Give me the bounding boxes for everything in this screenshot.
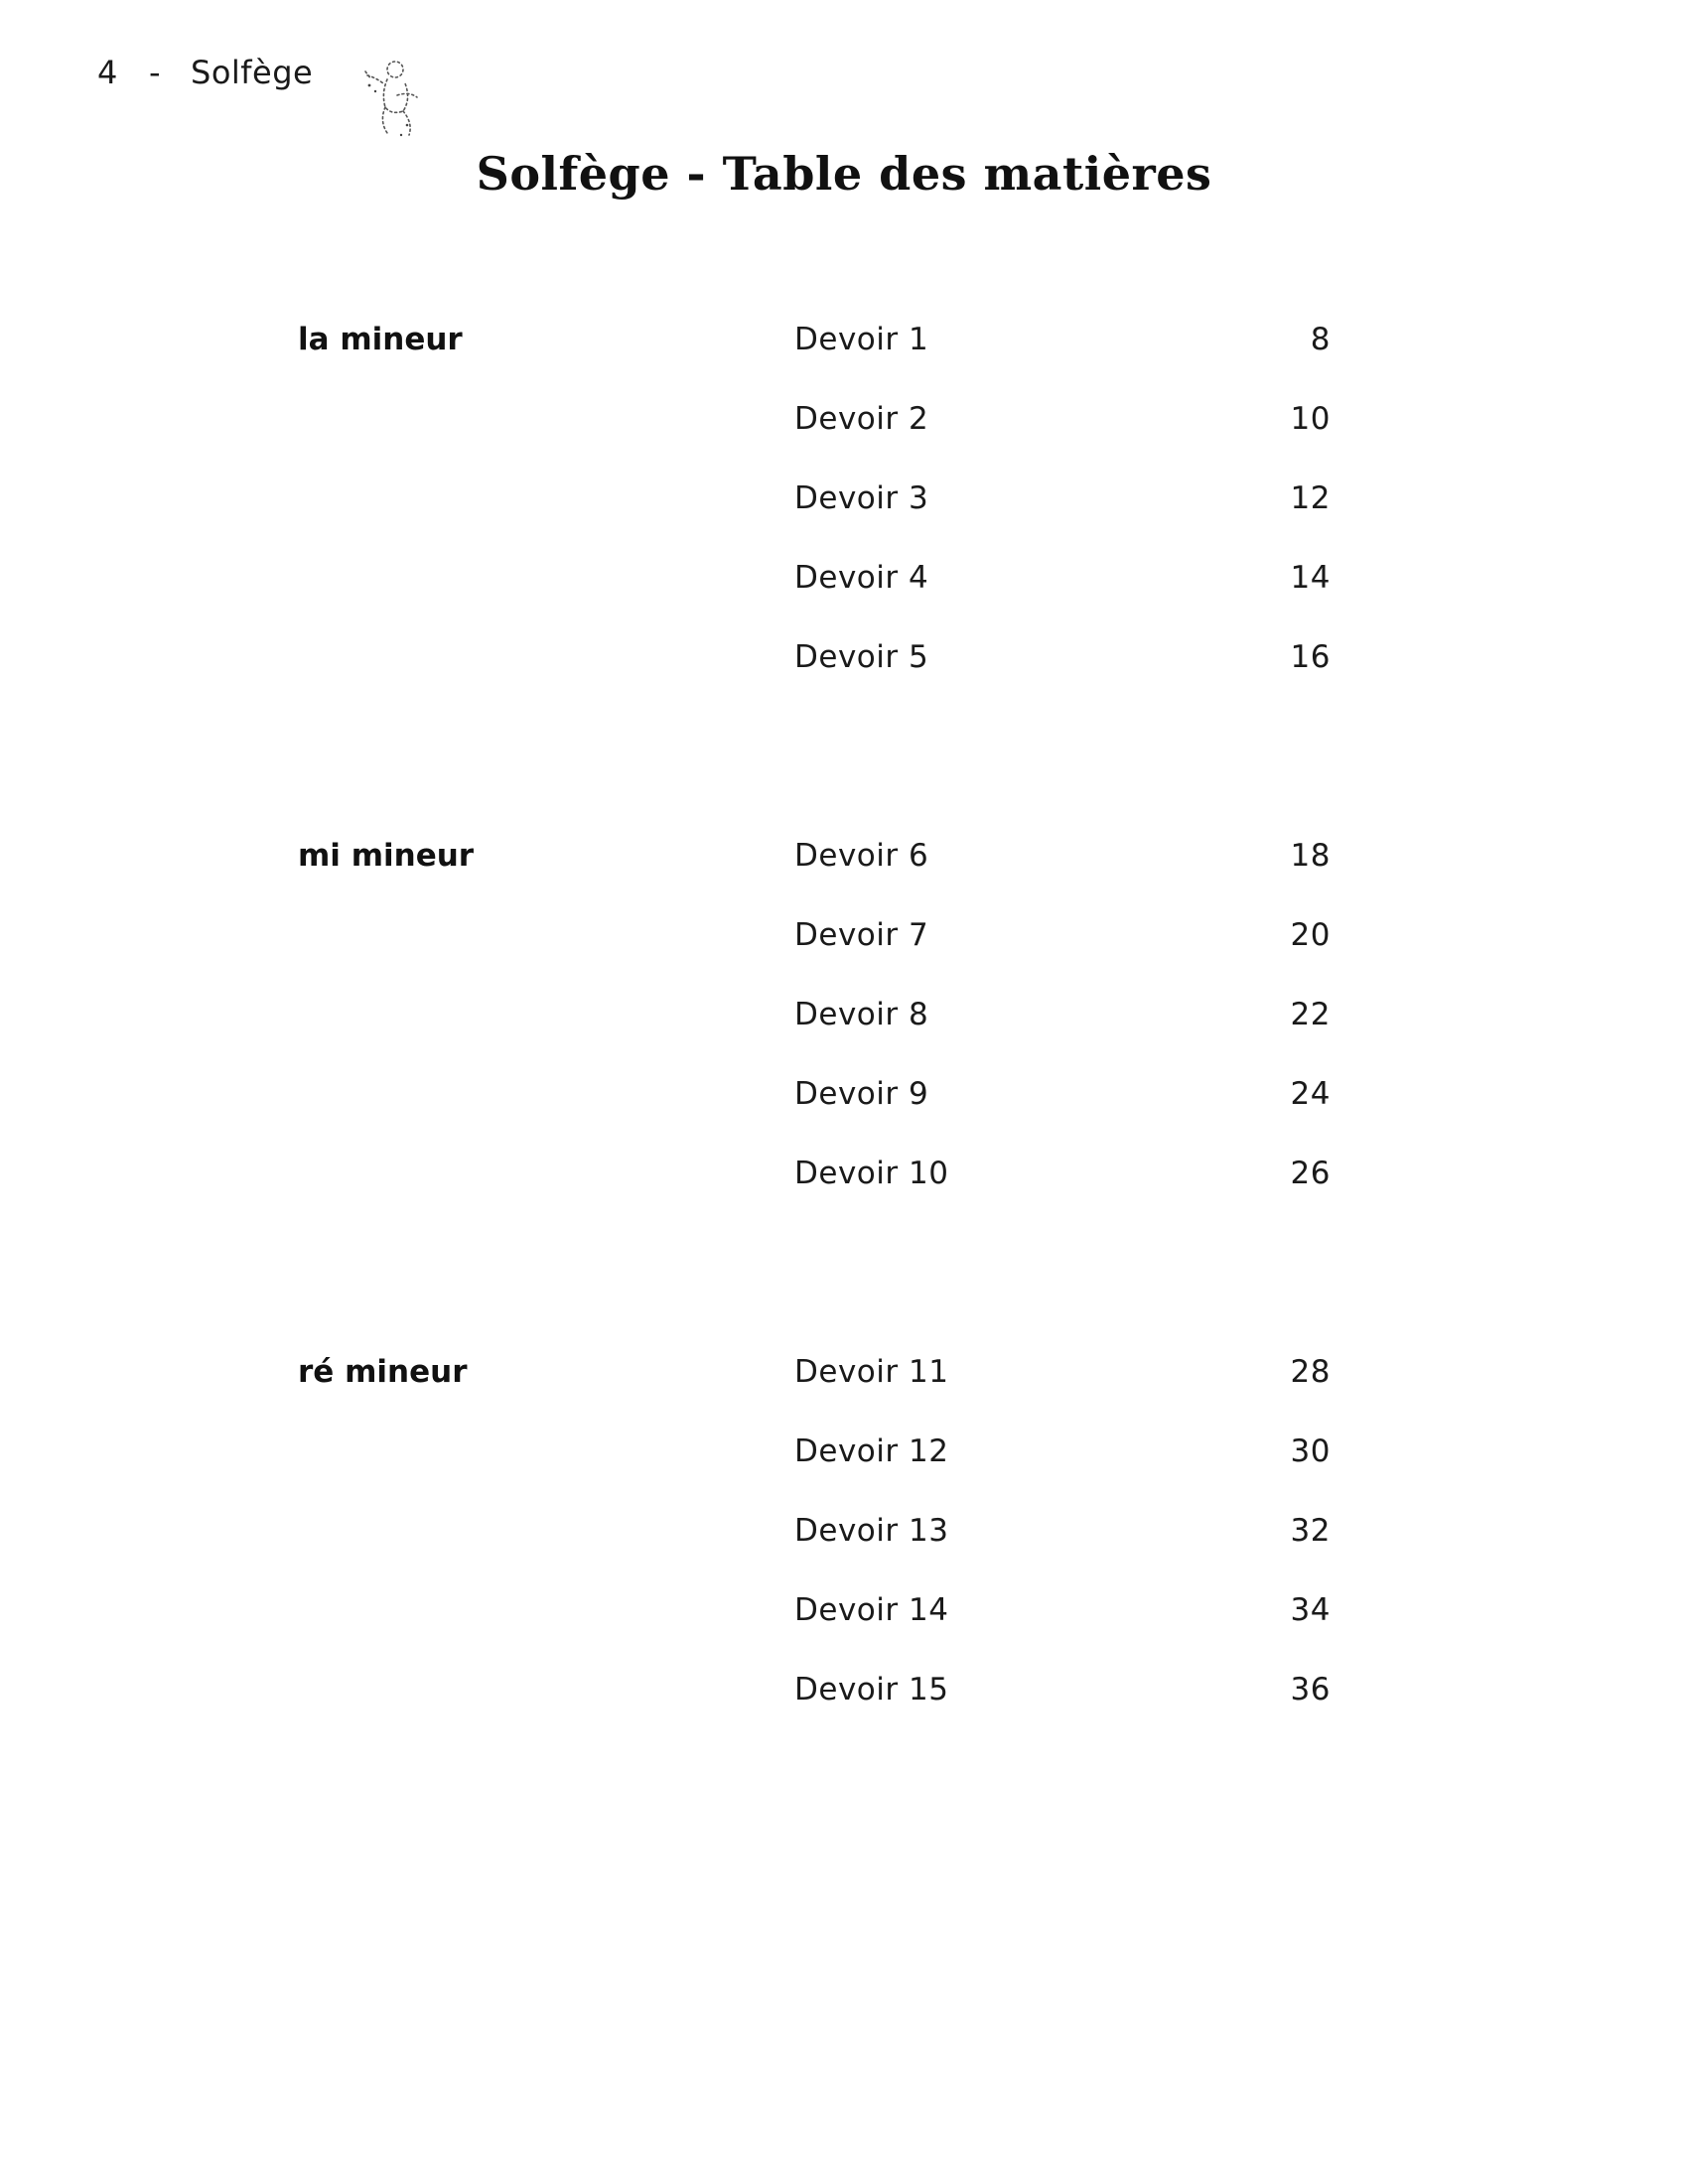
- toc-entry-label: Devoir 4: [794, 560, 929, 596]
- musician-sketch-icon: [357, 56, 427, 139]
- toc-entry[interactable]: [794, 1154, 1331, 1193]
- page-number: 4: [97, 54, 118, 91]
- toc-entry-label: Devoir 2: [794, 401, 929, 437]
- toc-entry-page: 14: [1290, 560, 1331, 596]
- toc-entry-label: Devoir 10: [794, 1156, 949, 1191]
- toc-entry-page: 16: [1290, 639, 1331, 675]
- toc-group-label: ré mineur: [298, 1354, 468, 1390]
- toc-entry-label: Devoir 5: [794, 639, 929, 675]
- toc-entry-page: 12: [1290, 480, 1331, 516]
- toc-entry[interactable]: [794, 1432, 1331, 1471]
- running-header: [97, 48, 313, 97]
- toc-entry[interactable]: [794, 320, 1331, 359]
- header-separator: -: [149, 54, 161, 91]
- toc-entry-page: 34: [1290, 1592, 1331, 1628]
- toc-entry-label: Devoir 9: [794, 1076, 929, 1112]
- toc-entry[interactable]: [794, 1074, 1331, 1114]
- toc-entry[interactable]: [794, 637, 1331, 677]
- toc-group-label: la mineur: [298, 322, 463, 357]
- toc-entry[interactable]: [794, 478, 1331, 518]
- toc-entry-label: Devoir 3: [794, 480, 929, 516]
- toc-entry[interactable]: [794, 1670, 1331, 1709]
- toc-entry-label: Devoir 7: [794, 917, 929, 953]
- toc-entry-page: 22: [1290, 997, 1331, 1032]
- toc-entry-page: 26: [1290, 1156, 1331, 1191]
- toc-entry-label: Devoir 15: [794, 1672, 949, 1707]
- toc-entry-page: 30: [1290, 1433, 1331, 1469]
- toc-entry[interactable]: [794, 558, 1331, 598]
- toc-entry-label: Devoir 12: [794, 1433, 949, 1469]
- toc-entry-page: 32: [1290, 1513, 1331, 1549]
- header-section-name: Solfège: [191, 54, 314, 91]
- toc-entry-page: 24: [1290, 1076, 1331, 1112]
- toc-entry-label: Devoir 8: [794, 997, 929, 1032]
- toc-entry-page: 36: [1290, 1672, 1331, 1707]
- toc-entry[interactable]: [794, 399, 1331, 439]
- toc-entry[interactable]: [794, 1511, 1331, 1551]
- toc-entry-page: 8: [1310, 322, 1331, 357]
- toc-entry-page: 20: [1290, 917, 1331, 953]
- toc-entry-page: 28: [1290, 1354, 1331, 1390]
- toc-entry[interactable]: [794, 915, 1331, 955]
- toc-entry-label: Devoir 1: [794, 322, 929, 357]
- page-title: Solfège - Table des matières: [476, 147, 1212, 201]
- toc-entry[interactable]: [794, 995, 1331, 1034]
- toc-entry-label: Devoir 11: [794, 1354, 949, 1390]
- toc-entry[interactable]: [794, 836, 1331, 876]
- toc-group-label: mi mineur: [298, 838, 475, 874]
- toc-entry[interactable]: [794, 1590, 1331, 1630]
- toc-entry[interactable]: [794, 1352, 1331, 1392]
- toc-entry-label: Devoir 6: [794, 838, 929, 874]
- toc-entry-label: Devoir 14: [794, 1592, 949, 1628]
- toc-entry-page: 10: [1290, 401, 1331, 437]
- toc-entry-page: 18: [1290, 838, 1331, 874]
- toc-entry-label: Devoir 13: [794, 1513, 949, 1549]
